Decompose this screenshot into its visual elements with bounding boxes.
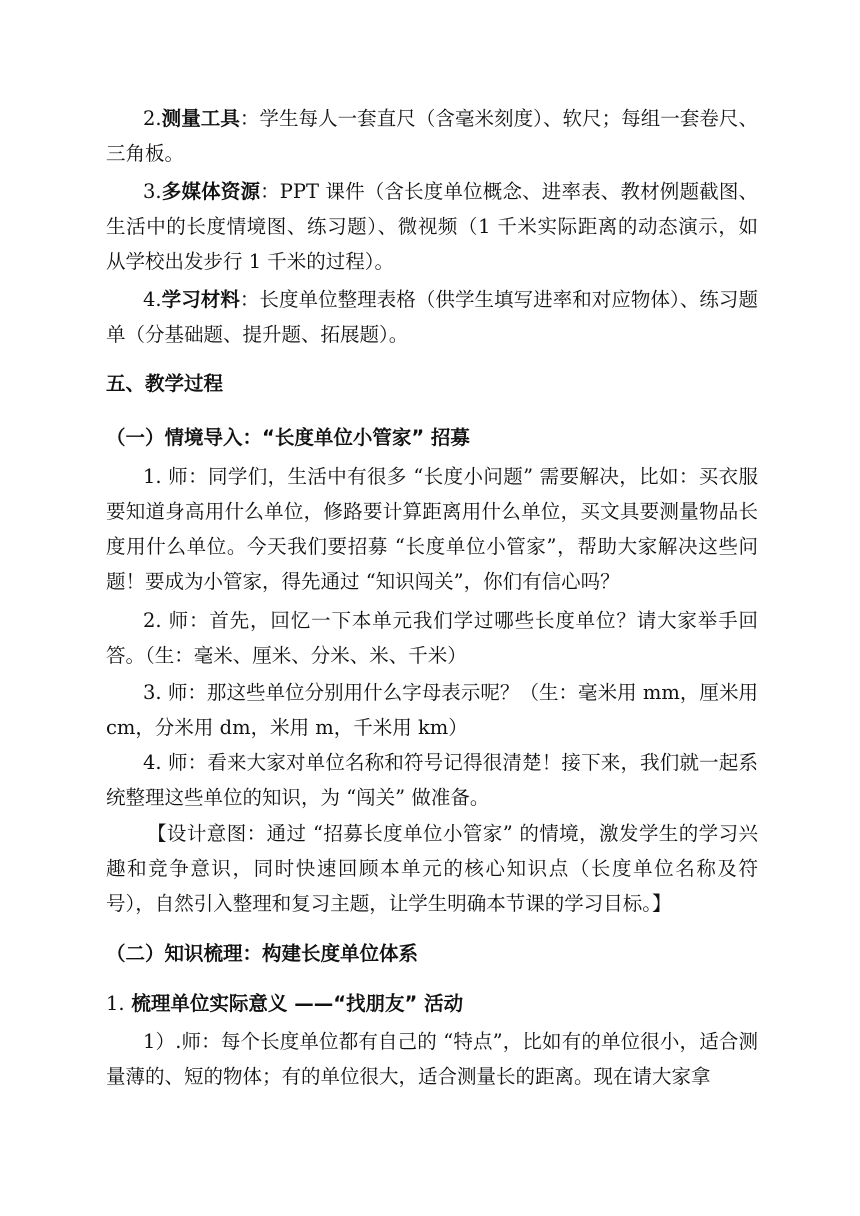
item-number: 2.: [143, 107, 162, 130]
paragraph-teacher-4: 4. 师：看来大家对单位名称和符号记得很清楚！接下来，我们就一起系统整理这些单位的知识，为 “闯关” 做准备。: [106, 751, 758, 809]
section-heading-teaching-process: 五、教学过程: [106, 372, 224, 395]
paragraph-teacher-2: 2. 师：首先，回忆一下本单元我们学过哪些长度单位？请大家举手回答。（生：毫米、厘米、分米、米、千米）: [106, 609, 758, 667]
item-number: 3.: [143, 180, 162, 203]
subsection-heading-knowledge-sorting: （二）知识梳理：构建长度单位体系: [106, 942, 419, 965]
paragraph-learning-materials: [106, 282, 758, 352]
paragraph-teacher-3: 3. 师：那这些单位分别用什么字母表示呢？（生：毫米用 mm，厘米用 cm，分米用 dm，米用 m，千米用 km）: [106, 681, 758, 739]
paragraph-measuring-tools: [106, 101, 758, 171]
item-label: 学习材料: [161, 288, 240, 311]
item-number: 4.: [143, 288, 162, 311]
design-intent-note: 【设计意图：通过 “招募长度单位小管家” 的情境，激发学生的学习兴趣和竞争意识，同时快速回顾本单元的核心知识点（长度单位名称及符号），自然引入整理和复习主题，让学生明确本节课的学习目标。】: [106, 822, 758, 915]
sub-heading-number: 1.: [106, 992, 125, 1015]
paragraph-find-friends: 1）.师：每个长度单位都有自己的 “特点”，比如有的单位很小，适合测量薄的、短的物体；有的单位很大，适合测量长的距离。现在请大家拿: [106, 1030, 758, 1088]
subsection-heading-situation-intro: （一）情境导入：“长度单位小管家” 招募: [106, 426, 470, 449]
sub-heading-find-friends: [106, 989, 463, 1019]
paragraph-teacher-1: 1. 师：同学们，生活中有很多 “长度小问题” 需要解决，比如：买衣服要知道身高用什么单位，修路要计算距离用什么单位，买文具要测量物品长度用什么单位。今天我们要招募 “长度单位小管家”，帮助大家解决这些问题！要成为小管家，得先通过 “知识闯关”，你们有信心吗？: [106, 465, 758, 593]
paragraph-multimedia: [106, 174, 758, 279]
item-label: 多媒体资源: [161, 180, 261, 203]
item-text: ：PPT 课件（含长度单位概念、进率表、教材例题截图、生活中的长度情境图、练习题）、微视频（1 千米实际距离的动态演示，如从学校出发步行 1 千米的过程）。: [106, 180, 758, 273]
item-label: 测量工具: [161, 107, 240, 130]
item-text: ：长度单位整理表格（供学生填写进率和对应物体）、练习题单（分基础题、提升题、拓展题）。: [106, 288, 758, 346]
sub-heading-title: 梳理单位实际意义 ——“找朋友” 活动: [131, 992, 464, 1015]
item-text: ：学生每人一套直尺（含毫米刻度）、软尺；每组一套卷尺、三角板。: [106, 107, 758, 165]
